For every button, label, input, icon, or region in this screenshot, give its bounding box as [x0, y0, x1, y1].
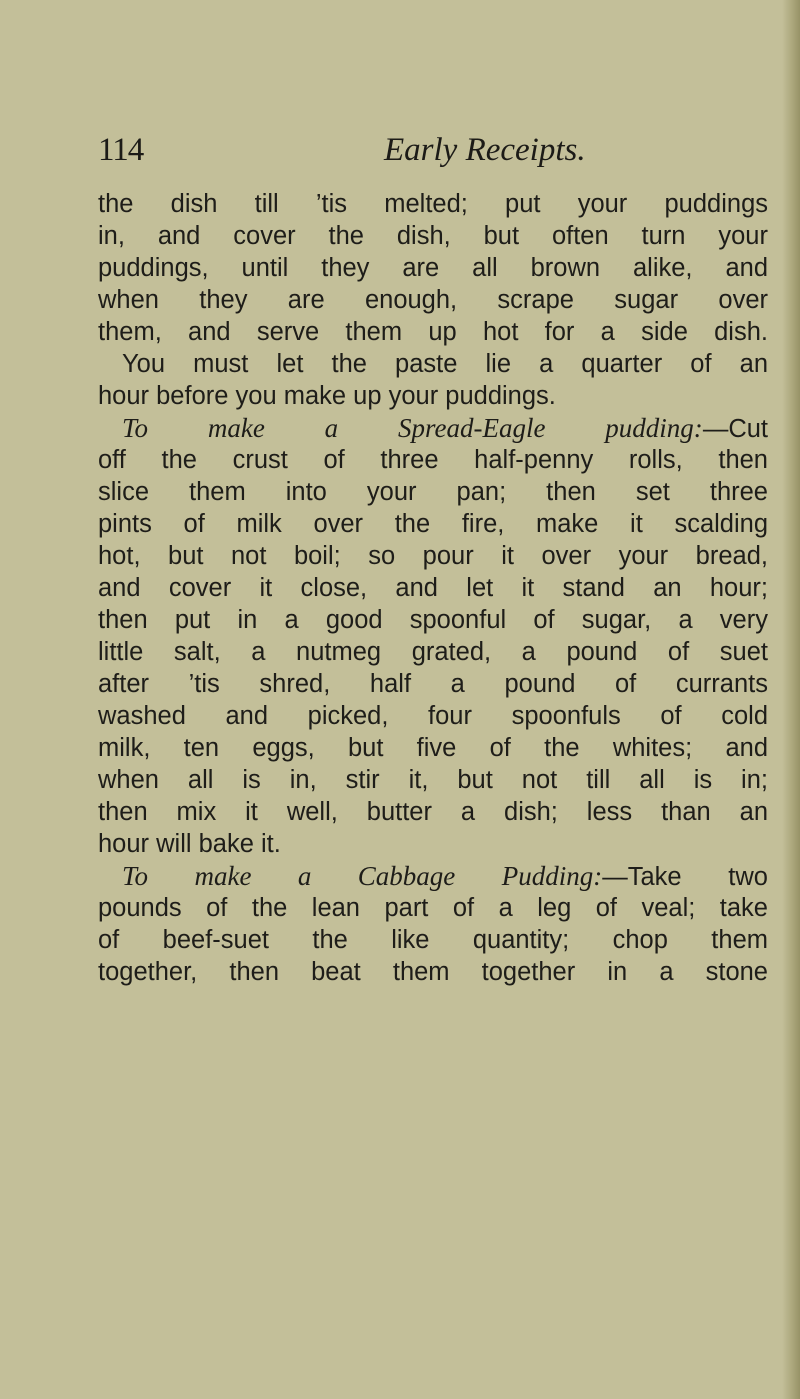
- recipe-heading-line: [98, 860, 768, 892]
- text-line: little salt, a nutmeg grated, a pound of suet: [98, 638, 768, 666]
- text-line: and cover it close, and let it stand an hour;: [98, 574, 768, 602]
- text-line: when all is in, stir it, but not till all is in;: [98, 766, 768, 794]
- page-header: [98, 132, 778, 182]
- text-line: off the crust of three half-penny rolls, then: [98, 446, 768, 474]
- text-line: then mix it well, butter a dish; less than an: [98, 798, 768, 826]
- text-line: slice them into your pan; then set three: [98, 478, 768, 506]
- text-line: pounds of the lean part of a leg of veal; take: [98, 894, 768, 922]
- text-line: washed and picked, four spoonfuls of cold: [98, 702, 768, 730]
- text-line: of beef-suet the like quantity; chop them: [98, 926, 768, 954]
- text-line: them, and serve them up hot for a side dish.: [98, 318, 768, 346]
- body-text: [98, 188, 768, 988]
- running-title: Early Receipts.: [384, 132, 586, 168]
- text-line: together, then beat them together in a stone: [98, 958, 768, 986]
- page-number: 114: [98, 132, 144, 168]
- text-line: the dish till ’tis melted; put your puddings: [98, 190, 768, 218]
- recipe-title-spread-eagle: To make a Spread-Eagle pudding:: [122, 413, 703, 443]
- text-line: hot, but not boil; so pour it over your bread,: [98, 542, 768, 570]
- text-line: milk, ten eggs, but five of the whites; and: [98, 734, 768, 762]
- text-line: You must let the paste lie a quarter of an: [122, 350, 768, 378]
- text-line: when they are enough, scrape sugar over: [98, 286, 768, 314]
- recipe-text-start: —Take two: [602, 863, 768, 891]
- text-line: in, and cover the dish, but often turn your: [98, 222, 768, 250]
- text-line: after ’tis shred, half a pound of currants: [98, 670, 768, 698]
- page-edge-shadow: [782, 0, 800, 1399]
- text-line: then put in a good spoonful of sugar, a very: [98, 606, 768, 634]
- text-line: hour before you make up your puddings.: [98, 382, 556, 410]
- recipe-heading-line: [98, 412, 768, 444]
- recipe-title-cabbage-pudding: To make a Cabbage Pudding:: [122, 861, 603, 891]
- text-line: puddings, until they are all brown alike, and: [98, 254, 768, 282]
- text-line: hour will bake it.: [98, 830, 281, 858]
- recipe-text-start: —Cut: [702, 415, 768, 443]
- text-line: pints of milk over the fire, make it scalding: [98, 510, 768, 538]
